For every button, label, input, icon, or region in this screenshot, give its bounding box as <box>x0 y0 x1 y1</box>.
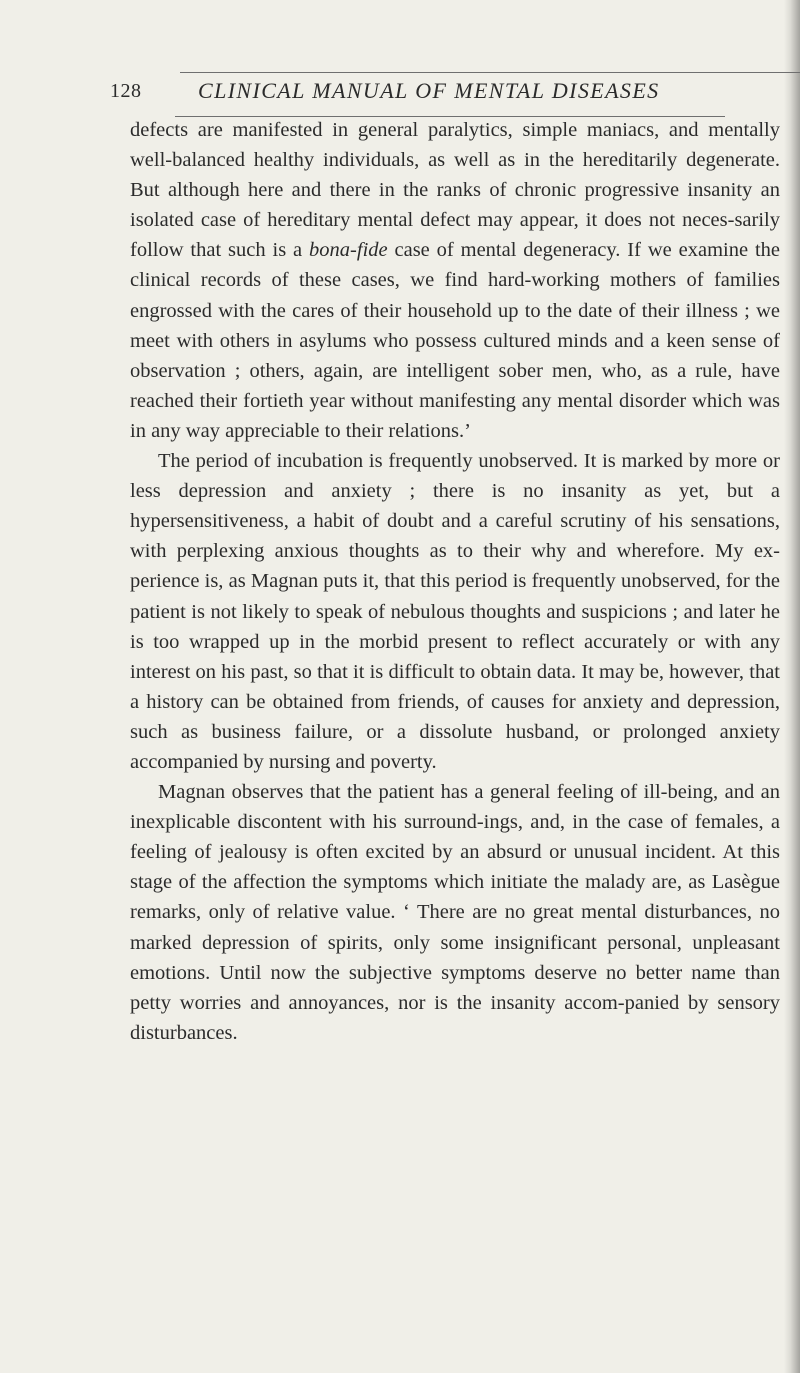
header-rule-top <box>180 72 800 73</box>
paragraph-1 <box>130 115 780 446</box>
paragraph-1-text-b: case of mental degeneracy. If we examine the clinical records of these cases, we find hard-working mothers of families engrossed with the cares of their household up to the date of their illness ; we meet with others in asylums who possess cultured minds and a keen sense of observation ; others, again, are intelligent sober men, who, as a rule, have reached their fortieth year without manifesting any mental disorder which was in any way appreciable to their relations.’ <box>130 239 780 442</box>
body-text <box>130 115 780 1048</box>
paragraph-1-text-a: defects are manifested in general paralytics, simple maniacs, and mentally well-balanced healthy individuals, as well as in the hereditarily degenerate. But although here and there in the ranks of chronic progressive insanity an isolated case of hereditary mental defect may appear, it does not neces-sarily follow that such is a <box>130 119 780 262</box>
running-title: CLINICAL MANUAL OF MENTAL DISEASES <box>198 78 660 103</box>
page-number: 128 <box>110 80 142 102</box>
paragraph-1-italic-term: bona-fide <box>309 239 388 262</box>
paragraph-3: Magnan observes that the patient has a general feeling of ill-being, and an inexplicable discontent with his surround-ings, and, in the case of females, a feeling of jealousy is often excited by an absurd or unusual incident. At this stage of the affection the symptoms which initiate the malady are, as Lasègue remarks, only of relative value. ‘ There are no great mental disturbances, no marked depression of spirits, only some insignificant personal, unpleasant emotions. Until now the subjective symptoms deserve no better name than petty worries and annoyances, nor is the insanity accom-panied by sensory disturbances. <box>130 781 780 1044</box>
page-edge-shadow <box>784 0 800 1373</box>
page-header <box>110 75 780 115</box>
paragraph-2: The period of incubation is frequently unobserved. It is marked by more or less depression and anxiety ; there is no insanity as yet, but a hypersensitiveness, a habit of doubt and a careful scrutiny of his sensations, with perplexing anxious thoughts as to their why and wherefore. My ex-perience is, as Magnan puts it, that this period is frequently unobserved, for the patient is not likely to speak of nebulous thoughts and suspicions ; and later he is too wrapped up in the morbid present to reflect accurately or with any interest on his past, so that it is difficult to obtain data. It may be, however, that a history can be obtained from friends, of causes for anxiety and depression, such as business failure, or a dissolute husband, or prolonged anxiety accompanied by nursing and poverty. <box>130 450 780 773</box>
